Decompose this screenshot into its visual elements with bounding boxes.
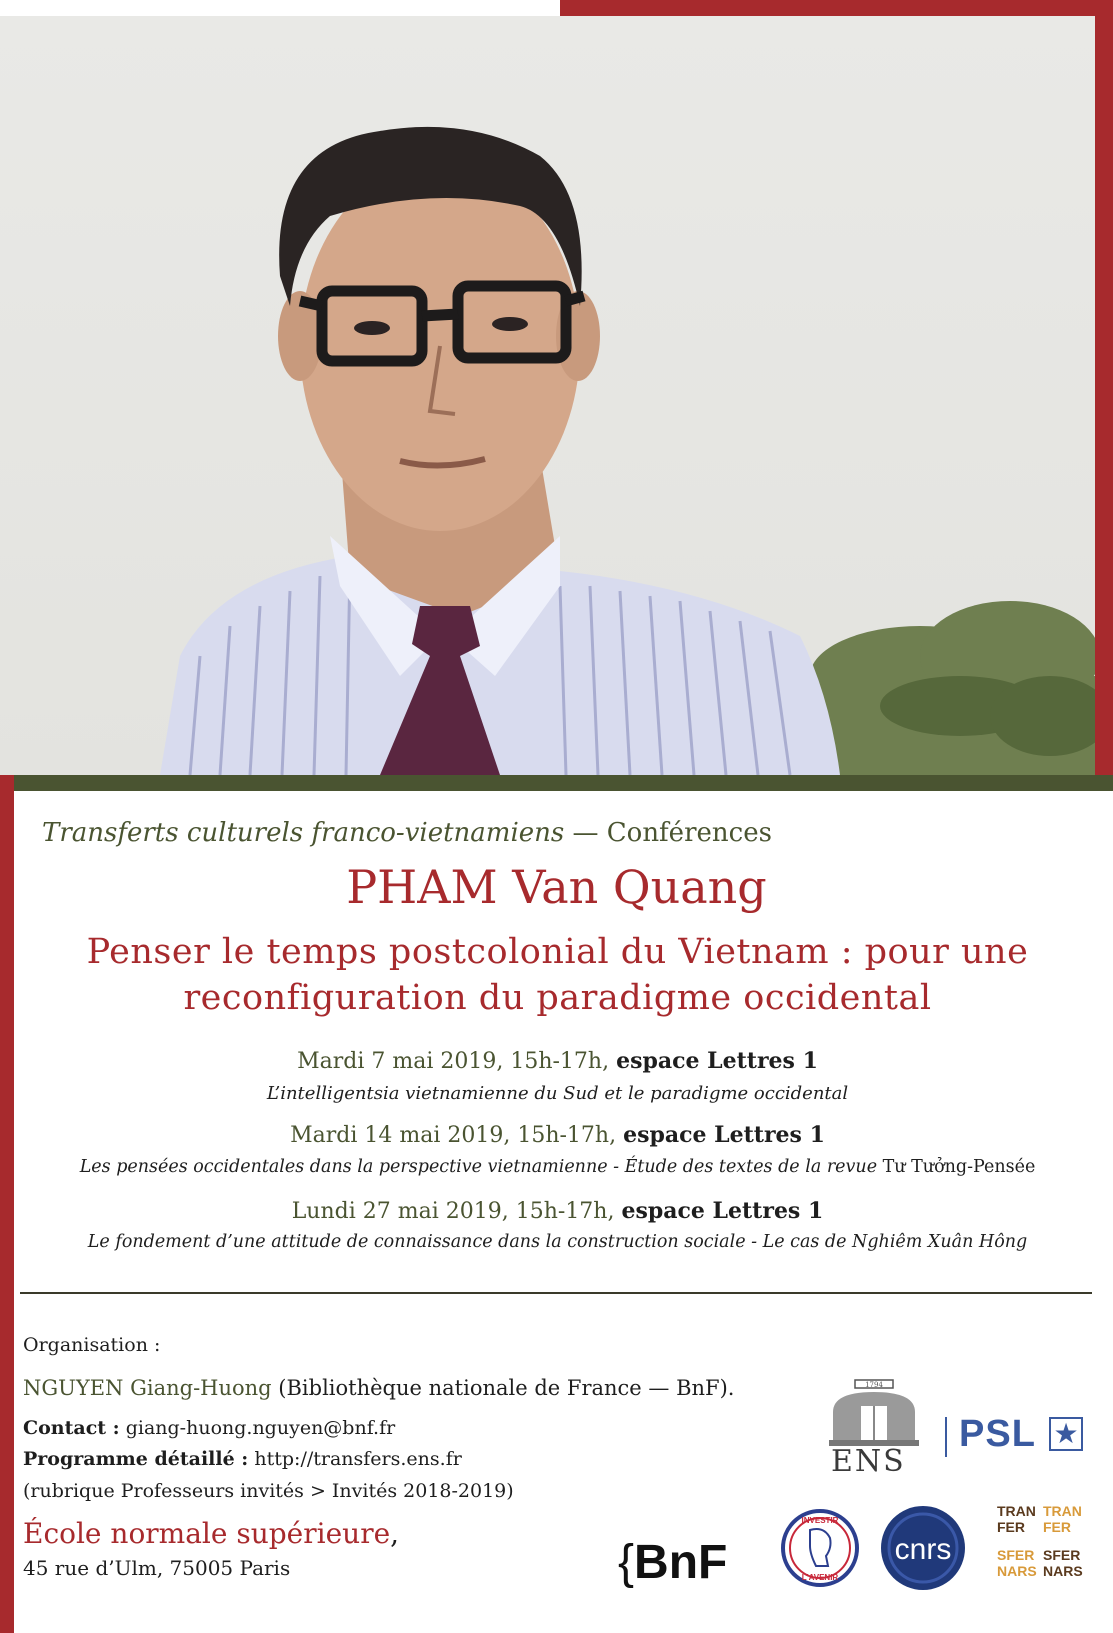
contact-email[interactable]: giang-huong.nguyen@bnf.fr bbox=[119, 1417, 396, 1439]
venue-school: École normale supérieure bbox=[23, 1517, 391, 1550]
transfers-logo bbox=[995, 1500, 1093, 1596]
session-2-date bbox=[20, 1122, 1095, 1148]
session-place: espace Lettres 1 bbox=[616, 1048, 818, 1074]
psl-star-icon: ★ bbox=[1049, 1417, 1083, 1451]
session-subtitle: Le fondement d’une attitude de connaissance dans la construction sociale - Le cas de Nghiêm Xuân Hông bbox=[87, 1232, 1028, 1252]
bnf-brace-icon: { bbox=[618, 1536, 635, 1589]
session-2-subtitle bbox=[20, 1157, 1095, 1177]
bnf-logo bbox=[618, 1535, 727, 1590]
lecture-title-line-2: reconfiguration du paradigme occidental bbox=[183, 978, 932, 1018]
green-divider-bar bbox=[0, 775, 1113, 791]
programme-line bbox=[23, 1448, 462, 1470]
section-divider bbox=[20, 1292, 1092, 1294]
ens-logo bbox=[825, 1378, 923, 1488]
session-subtitle: Les pensées occidentales dans la perspective vietnamienne - Étude des textes de la revue bbox=[79, 1157, 883, 1177]
svg-text:FER: FER bbox=[1043, 1519, 1071, 1535]
journal-name: Tư Tưởng-Pensée bbox=[882, 1157, 1036, 1177]
ens-wordmark: ENS bbox=[831, 1444, 906, 1479]
session-place: espace Lettres 1 bbox=[623, 1122, 825, 1148]
session-sep: , bbox=[609, 1123, 624, 1148]
investir-text: INVESTIR bbox=[801, 1516, 839, 1525]
session-sep: , bbox=[602, 1049, 617, 1074]
svg-text:TRAN: TRAN bbox=[997, 1503, 1036, 1519]
session-date: Mardi 7 mai 2019, 15h-17h bbox=[297, 1049, 603, 1074]
bnf-wordmark: BnF bbox=[634, 1536, 728, 1589]
series-dash: — bbox=[564, 818, 607, 848]
organiser-affiliation: (Bibliothèque nationale de France — BnF). bbox=[271, 1376, 735, 1400]
session-date: Mardi 14 mai 2019, 15h-17h bbox=[290, 1123, 610, 1148]
organisation-label: Organisation : bbox=[23, 1334, 161, 1356]
svg-text:NARS: NARS bbox=[997, 1563, 1037, 1579]
svg-text:TRAN: TRAN bbox=[1043, 1503, 1082, 1519]
venue-comma: , bbox=[390, 1517, 400, 1550]
contact-line bbox=[23, 1417, 395, 1439]
session-sep: , bbox=[607, 1199, 622, 1224]
avenir-text: L'AVENIR bbox=[801, 1573, 839, 1582]
organiser-line bbox=[23, 1376, 734, 1400]
programme-link[interactable]: http://transfers.ens.fr bbox=[248, 1448, 462, 1470]
svg-text:SFER: SFER bbox=[997, 1547, 1035, 1563]
organiser-name: NGUYEN Giang-Huong bbox=[23, 1376, 272, 1400]
session-date: Lundi 27 mai 2019, 15h-17h bbox=[291, 1199, 608, 1224]
ens-year: 1794 bbox=[865, 1381, 883, 1389]
series-type: Conférences bbox=[606, 818, 772, 848]
session-1-date bbox=[20, 1048, 1095, 1074]
top-red-bar bbox=[560, 0, 1113, 16]
series-heading bbox=[42, 818, 1062, 848]
speaker-name: PHAM Van Quang bbox=[346, 860, 767, 914]
programme-rubrique: (rubrique Professeurs invités > Invités 2018-2019) bbox=[23, 1480, 514, 1502]
investir-avenir-logo bbox=[780, 1508, 860, 1588]
venue-name bbox=[23, 1517, 399, 1550]
session-3-date bbox=[20, 1198, 1095, 1224]
session-place: espace Lettres 1 bbox=[621, 1198, 824, 1224]
contact-label: Contact : bbox=[23, 1417, 120, 1439]
svg-text:SFER: SFER bbox=[1043, 1547, 1081, 1563]
session-1-subtitle bbox=[20, 1083, 1095, 1104]
psl-wordmark: PSL bbox=[959, 1413, 1036, 1455]
right-red-bar bbox=[1095, 0, 1113, 775]
cnrs-logo bbox=[880, 1505, 966, 1591]
svg-text:FER: FER bbox=[997, 1519, 1025, 1535]
speaker-portrait bbox=[0, 16, 1095, 775]
session-subtitle: L’intelligentsia vietnamienne du Sud et le paradigme occidental bbox=[266, 1083, 849, 1104]
venue-address: 45 rue d’Ulm, 75005 Paris bbox=[23, 1556, 291, 1580]
lecture-title-line-1: Penser le temps postcolonial du Vietnam : pour une bbox=[86, 932, 1029, 972]
svg-text:NARS: NARS bbox=[1043, 1563, 1083, 1579]
transfers-wordmark: TRANSFERS bbox=[1044, 1592, 1051, 1593]
cnrs-wordmark: cnrs bbox=[894, 1533, 952, 1566]
programme-label: Programme détaillé : bbox=[23, 1448, 249, 1470]
session-3-subtitle bbox=[20, 1232, 1095, 1252]
psl-separator bbox=[945, 1417, 947, 1457]
series-name: Transferts culturels franco-vietnamiens bbox=[42, 818, 565, 848]
psl-logo bbox=[945, 1413, 1095, 1463]
